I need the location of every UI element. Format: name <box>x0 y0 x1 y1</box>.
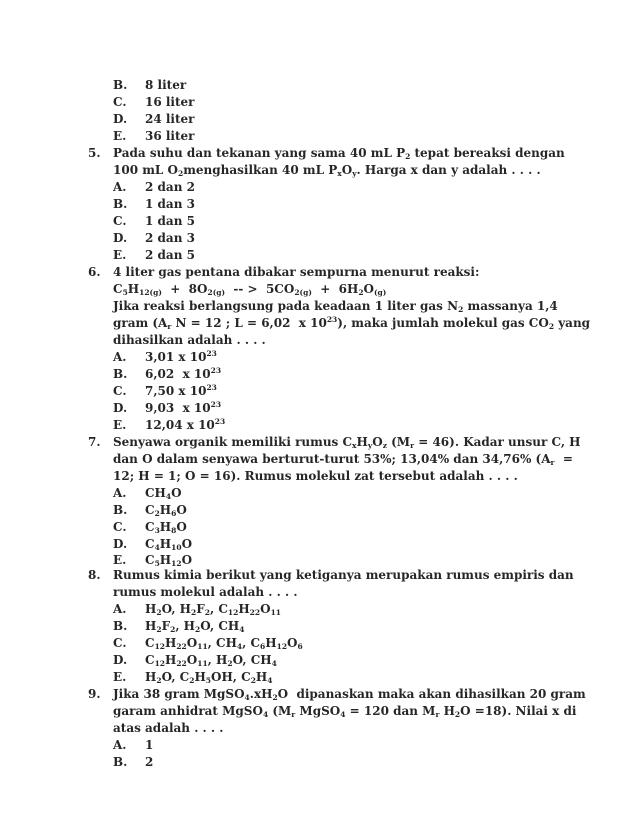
formula-text: CH <box>145 486 166 500</box>
q5-stem-line1 <box>0 145 638 162</box>
formula-text: O <box>181 537 193 551</box>
text-run: O =18). Nilai x di <box>460 704 577 718</box>
option-letter: B. <box>113 755 128 769</box>
q8-option-c <box>0 635 638 652</box>
q8-stem-line1 <box>0 567 638 584</box>
q6-option-b <box>0 366 638 383</box>
subscript: 2 <box>454 710 461 719</box>
option-letter: D. <box>113 231 128 245</box>
text-run: 9,03 x 10 <box>145 401 211 415</box>
formula-text: H <box>159 537 172 551</box>
q7-option-d <box>0 536 638 553</box>
question-number: 6. <box>88 265 101 279</box>
formula-subscript: 2 <box>156 608 162 617</box>
subscript: 12(g) <box>139 288 162 297</box>
option-letter: A. <box>113 350 127 364</box>
formula-text: H <box>165 636 177 650</box>
option-text <box>145 366 221 383</box>
formula-text: H <box>159 503 172 517</box>
formula-text: O <box>287 636 298 650</box>
formula-text: H <box>194 670 206 684</box>
text-run: .xH <box>249 687 273 701</box>
option-letter: B. <box>113 78 128 92</box>
q7-option-c <box>0 519 638 536</box>
formula-text: C <box>145 520 155 534</box>
formula-text: O <box>176 503 187 517</box>
formula-subscript: 11 <box>197 659 208 668</box>
subscript: 2 <box>405 152 411 161</box>
option-formula <box>145 618 244 635</box>
text-run: Jika reaksi berlangsung pada keadaan 1 liter gas N <box>113 299 459 313</box>
option-text: 2 dan 2 <box>145 180 195 194</box>
formula-subscript: 6 <box>297 642 303 651</box>
formula-text: H <box>145 619 157 633</box>
text-run: 3,01 x 10 <box>145 350 207 364</box>
formula-subscript: 12 <box>171 559 182 568</box>
text-run: H <box>127 282 140 296</box>
subscript: y <box>352 169 357 178</box>
option-formula <box>145 553 192 567</box>
formula-subscript: 2 <box>156 625 162 634</box>
option-letter: C. <box>113 520 127 534</box>
option-letter: A. <box>113 738 127 752</box>
formula-text: , C <box>209 602 228 616</box>
formula-text: , C <box>242 636 261 650</box>
option-text: 1 <box>145 738 154 752</box>
formula-subscript: 3 <box>154 526 160 535</box>
option-letter: C. <box>113 636 127 650</box>
subscript: 4 <box>340 710 346 719</box>
subscript: 2 <box>548 322 555 331</box>
superscript: 23 <box>214 417 226 426</box>
subscript: 5 <box>122 288 128 297</box>
option-formula <box>145 485 182 502</box>
option-text: 2 <box>145 755 154 769</box>
q9-stem-line3 <box>0 720 638 737</box>
q8-option-a <box>0 601 638 618</box>
text-run: O <box>372 435 383 449</box>
question-text <box>113 145 565 162</box>
q4-option-b <box>0 77 638 94</box>
q5-option-b <box>0 196 638 213</box>
question-text <box>113 315 590 332</box>
option-formula <box>145 652 277 669</box>
formula-text: C <box>145 553 155 567</box>
formula-subscript: 2 <box>204 608 210 617</box>
option-letter: D. <box>113 653 128 667</box>
formula-text: O <box>176 520 187 534</box>
option-formula <box>145 519 187 536</box>
question-number: 8. <box>88 568 101 582</box>
q5-option-c <box>0 213 638 230</box>
text-run: 7,50 x 10 <box>145 384 207 398</box>
text-run: N = 12 ; L = 6,02 x 10 <box>171 316 327 330</box>
formula-subscript: 22 <box>176 659 187 668</box>
formula-subscript: 2 <box>156 676 162 685</box>
subscript: 2 <box>178 169 184 178</box>
formula-text: H <box>165 653 177 667</box>
option-text: 8 liter <box>145 78 187 92</box>
question-text <box>113 434 581 451</box>
text-run: = 120 dan M <box>345 704 436 718</box>
q9-stem-line1 <box>0 686 638 703</box>
superscript: 23 <box>206 383 217 392</box>
formula-text: H <box>255 670 268 684</box>
q6-stem-line5 <box>0 332 638 349</box>
question-text: dihasilkan adalah . . . . <box>113 333 266 347</box>
formula-text: H <box>145 670 157 684</box>
formula-text: H <box>145 602 157 616</box>
text-run: . Harga x dan y adalah . . . . <box>356 163 541 177</box>
option-text: 16 liter <box>145 95 195 109</box>
q7-stem-line1 <box>0 434 638 451</box>
q4-option-d <box>0 111 638 128</box>
formula-subscript: 6 <box>260 642 266 651</box>
question-text: 12; H = 1; O = 16). Rumus molekul zat tersebut adalah . . . . <box>113 469 518 483</box>
subscript: y <box>367 441 373 450</box>
text-run: O <box>363 282 374 296</box>
option-text <box>145 349 217 366</box>
option-letter: E. <box>113 670 127 684</box>
q6-stem-line4 <box>0 315 638 332</box>
option-formula <box>145 669 272 686</box>
subscript: 2(g) <box>294 288 312 297</box>
text-run: H <box>356 435 368 449</box>
text-run: (M <box>386 435 411 449</box>
text-run: massanya 1,4 <box>463 299 558 313</box>
option-text <box>145 383 217 400</box>
text-run: + 6H <box>311 282 359 296</box>
formula-text: H <box>159 520 172 534</box>
option-text: 1 dan 3 <box>145 197 195 211</box>
text-run: tepat bereaksi dengan <box>410 146 565 160</box>
q6-equation <box>0 281 638 298</box>
q6-option-d <box>0 400 638 417</box>
option-formula <box>145 601 281 618</box>
formula-subscript: 12 <box>154 659 165 668</box>
subscript: (g) <box>374 288 387 297</box>
option-letter: E. <box>113 129 127 143</box>
text-run: C <box>113 282 123 296</box>
formula-subscript: 4 <box>271 659 277 668</box>
formula-text: O <box>260 602 271 616</box>
subscript: z <box>382 441 387 450</box>
question-number: 5. <box>88 146 101 160</box>
option-formula <box>145 502 187 519</box>
option-text: 2 dan 5 <box>145 248 195 262</box>
formula-subscript: 4 <box>239 625 245 634</box>
q5-stem-line2 <box>0 162 638 179</box>
formula-subscript: 4 <box>236 642 243 651</box>
subscript: r <box>550 458 555 467</box>
formula-text: OH, C <box>211 670 251 684</box>
option-text: 1 dan 5 <box>145 214 195 228</box>
formula-subscript: 6 <box>171 509 177 518</box>
text-run: Pada suhu dan tekanan yang sama 40 mL P <box>113 146 406 160</box>
option-text: 24 liter <box>145 112 195 126</box>
option-letter: B. <box>113 197 128 211</box>
q4-option-e <box>0 128 638 145</box>
reaction-equation <box>113 281 386 298</box>
option-letter: C. <box>113 214 127 228</box>
formula-subscript: 8 <box>171 526 177 535</box>
option-text: 36 liter <box>145 129 195 143</box>
formula-text: , H <box>175 619 196 633</box>
text-run: (M <box>268 704 292 718</box>
q8-stem-line2 <box>0 584 638 601</box>
option-letter: A. <box>113 486 127 500</box>
option-text <box>145 417 225 434</box>
option-formula <box>145 635 303 652</box>
q6-stem-line1 <box>0 264 638 281</box>
formula-subscript: 2 <box>195 625 201 634</box>
subscript: 2 <box>458 305 464 314</box>
q7-option-a <box>0 485 638 502</box>
formula-subscript: 11 <box>270 608 281 617</box>
option-letter: E. <box>113 248 127 262</box>
option-letter: A. <box>113 180 127 194</box>
formula-text: H <box>265 636 277 650</box>
q4-option-c <box>0 94 638 111</box>
text-run: + 8O <box>161 282 208 296</box>
text-run: 12,04 x 10 <box>145 418 215 432</box>
q9-option-a <box>0 737 638 754</box>
formula-subscript: 2 <box>154 509 160 518</box>
option-letter: B. <box>113 619 128 633</box>
q7-stem-line2 <box>0 451 638 468</box>
q9-option-b <box>0 754 638 771</box>
formula-subscript: 22 <box>249 608 261 617</box>
text-run: -- > 5CO <box>225 282 295 296</box>
formula-subscript: 5 <box>154 559 160 568</box>
formula-subscript: 2 <box>227 659 233 668</box>
option-letter: D. <box>113 112 128 126</box>
formula-subscript: 4 <box>165 492 172 501</box>
subscript: 2 <box>358 288 364 297</box>
text-run: garam anhidrat MgSO <box>113 704 263 718</box>
question-text: Rumus kimia berikut yang ketiganya merupakan rumus empiris dan <box>113 568 574 582</box>
formula-text: O, H <box>161 602 192 616</box>
q6-stem-line3 <box>0 298 638 315</box>
option-letter: B. <box>113 503 128 517</box>
formula-subscript: 11 <box>197 642 208 651</box>
subscript: 4 <box>244 693 250 702</box>
question-text: rumus molekul adalah . . . . <box>113 585 298 599</box>
formula-text: C <box>145 537 155 551</box>
subscript: r <box>291 710 296 719</box>
formula-text: O, C <box>161 670 190 684</box>
formula-text: O <box>171 486 182 500</box>
formula-subscript: 4 <box>154 543 160 552</box>
option-letter: E. <box>113 418 127 432</box>
text-run: ), maka jumlah molekul gas CO <box>337 316 549 330</box>
superscript: 23 <box>326 315 338 324</box>
subscript: x <box>352 441 357 450</box>
formula-subscript: 2 <box>191 608 197 617</box>
text-run: gram (A <box>113 316 168 330</box>
q8-option-b <box>0 618 638 635</box>
text-run: = <box>554 452 573 466</box>
subscript: r <box>410 441 415 450</box>
text-run: Jika 38 gram MgSO <box>113 687 245 701</box>
formula-text: O <box>186 653 198 667</box>
formula-text: C <box>145 636 155 650</box>
formula-text: O, CH <box>200 619 240 633</box>
formula-subscript: 2 <box>170 625 176 634</box>
formula-subscript: 12 <box>227 608 239 617</box>
option-text <box>145 400 221 417</box>
q7-option-b <box>0 502 638 519</box>
text-run: H <box>439 704 455 718</box>
q7-stem-line3 <box>0 468 638 485</box>
q8-option-e <box>0 669 638 686</box>
q5-option-a <box>0 179 638 196</box>
formula-subscript: 2 <box>189 676 195 685</box>
q5-option-e <box>0 247 638 264</box>
formula-text: O <box>181 553 193 567</box>
question-number: 9. <box>88 687 101 701</box>
text-run: 6,02 x 10 <box>145 367 211 381</box>
text-run: dan O dalam senyawa berturut-turut 53%; 13,04% dan 34,76% (A <box>113 452 551 466</box>
subscript: r <box>167 322 172 331</box>
subscript: 2 <box>272 693 278 702</box>
subscript: 4 <box>262 710 269 719</box>
text-run: = 46). Kadar unsur C, H <box>414 435 581 449</box>
text-run: menghasilkan 40 mL P <box>183 163 338 177</box>
option-letter: D. <box>113 537 128 551</box>
formula-subscript: 5 <box>205 676 211 685</box>
question-number: 7. <box>88 435 101 449</box>
superscript: 23 <box>210 400 222 409</box>
q6-option-e <box>0 417 638 434</box>
subscript: x <box>337 169 342 178</box>
question-text <box>113 162 541 179</box>
question-text <box>113 686 586 703</box>
option-formula <box>145 536 192 553</box>
text-run: MgSO <box>295 704 341 718</box>
question-text <box>113 703 576 720</box>
q5-option-d <box>0 230 638 247</box>
formula-subscript: 22 <box>176 642 187 651</box>
formula-text: , CH <box>207 636 237 650</box>
formula-text: O <box>186 636 198 650</box>
option-text: 2 dan 3 <box>145 231 195 245</box>
formula-text: F <box>196 602 205 616</box>
q6-option-a <box>0 349 638 366</box>
text-run: yang <box>554 316 591 330</box>
q9-stem-line2 <box>0 703 638 720</box>
option-letter: C. <box>113 384 127 398</box>
formula-subscript: 12 <box>154 642 165 651</box>
option-letter: B. <box>113 367 128 381</box>
formula-text: C <box>145 503 155 517</box>
question-text: 4 liter gas pentana dibakar sempurna menurut reaksi: <box>113 265 480 279</box>
formula-subscript: 4 <box>267 676 273 685</box>
text-run: O <box>341 163 353 177</box>
superscript: 23 <box>210 366 222 375</box>
formula-text: H <box>159 553 172 567</box>
formula-text: C <box>145 653 155 667</box>
formula-text: F <box>161 619 171 633</box>
formula-text: , H <box>207 653 228 667</box>
option-letter: A. <box>113 602 127 616</box>
formula-text: H <box>238 602 250 616</box>
formula-subscript: 10 <box>171 543 182 552</box>
formula-text: O, CH <box>232 653 272 667</box>
question-text <box>113 298 558 315</box>
subscript: r <box>435 710 440 719</box>
superscript: 23 <box>206 349 217 358</box>
q7-option-e <box>0 553 638 567</box>
question-text <box>113 451 573 468</box>
q6-option-c <box>0 383 638 400</box>
option-letter: E. <box>113 553 127 567</box>
option-letter: D. <box>113 401 128 415</box>
text-run: 100 mL O <box>113 163 178 177</box>
text-run: Senyawa organik memiliki rumus C <box>113 435 353 449</box>
question-text: atas adalah . . . . <box>113 721 224 735</box>
formula-subscript: 12 <box>276 642 288 651</box>
q8-option-d <box>0 652 638 669</box>
subscript: 2(g) <box>207 288 226 297</box>
option-letter: C. <box>113 95 127 109</box>
text-run: O dipanaskan maka akan dihasilkan 20 gram <box>277 687 586 701</box>
formula-subscript: 2 <box>250 676 256 685</box>
